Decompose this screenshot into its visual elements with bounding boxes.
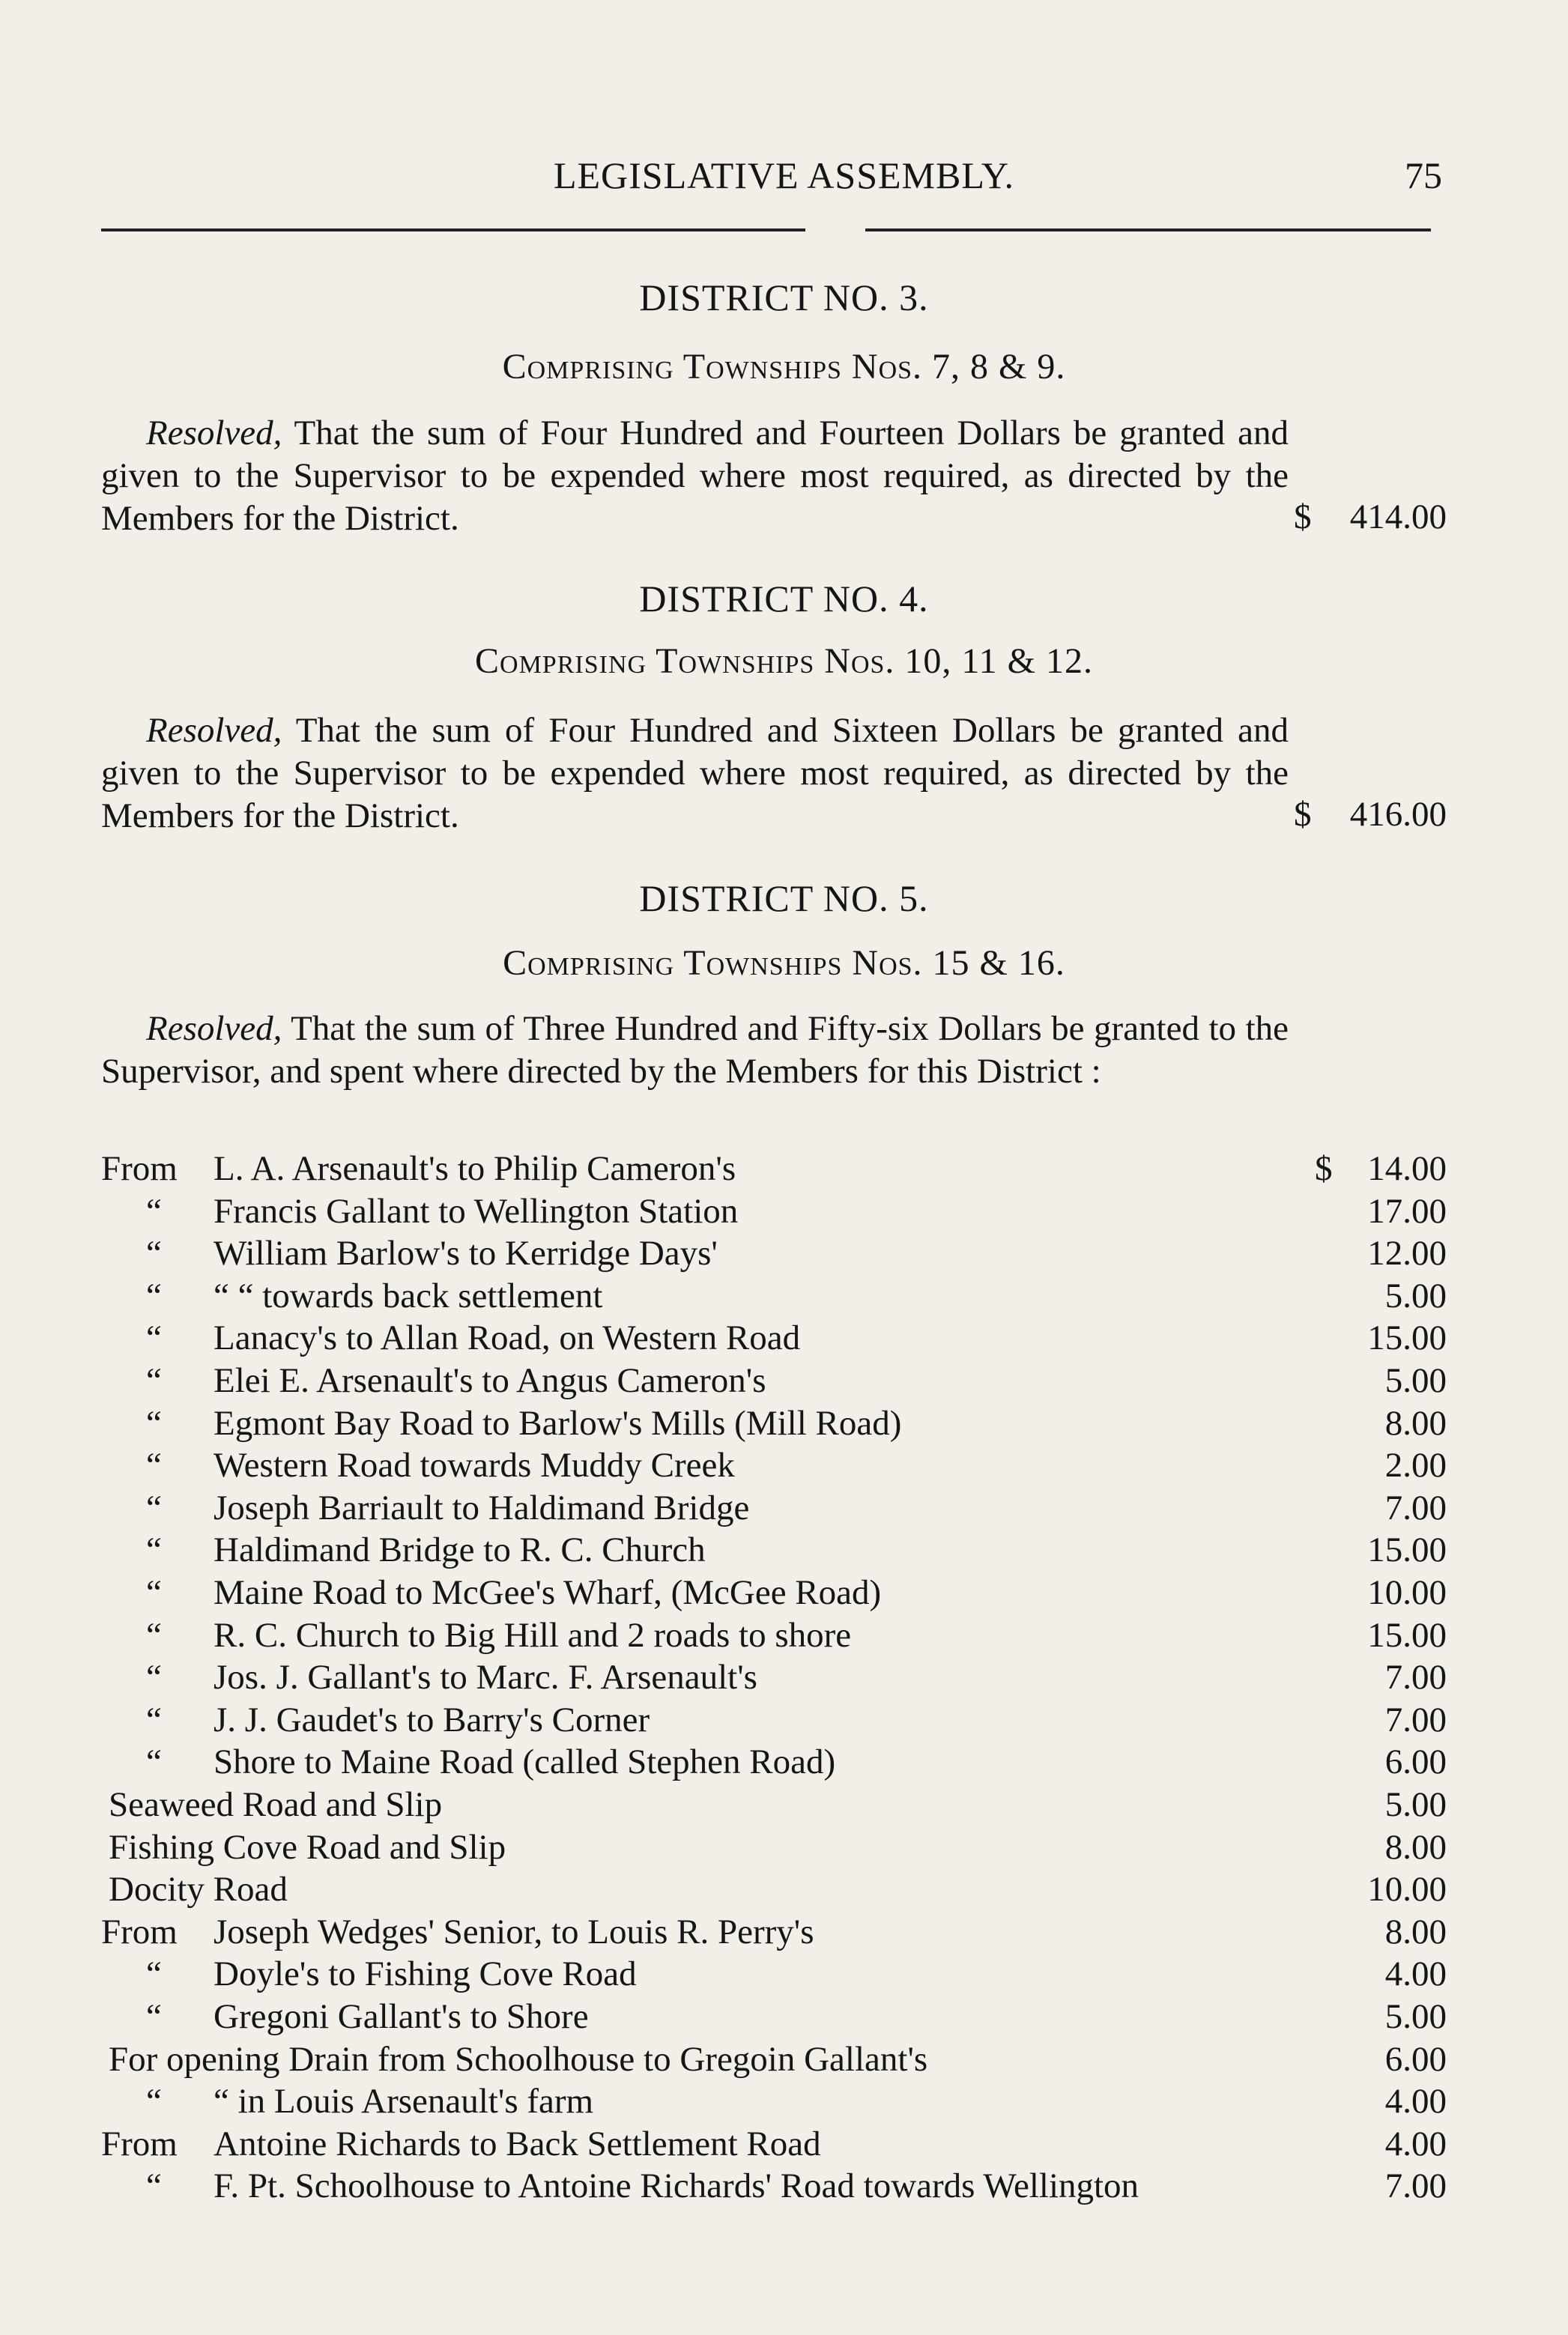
ditto-mark: “ (146, 1954, 162, 1993)
expenditure-amount: 8.00 (1384, 1912, 1447, 1951)
page-number: 75 (1405, 154, 1442, 196)
district-5-heading: DISTRICT NO. 5. (639, 877, 929, 919)
expenditure-amount: 5.00 (1384, 1276, 1447, 1315)
expenditure-amount: 4.00 (1384, 2124, 1447, 2163)
ditto-mark: “ (146, 1616, 162, 1655)
expenditure-description: Doyle's to Fishing Cove Road (214, 1954, 637, 1993)
ditto-mark: “ (146, 2082, 162, 2121)
resolved-lead: Resolved, (146, 711, 282, 750)
ditto-mark: “ (146, 1530, 162, 1569)
header-rule-right (865, 228, 1431, 231)
expenditure-row (0, 1827, 1568, 1869)
expenditure-amount: 4.00 (1384, 1954, 1447, 1993)
expenditure-row (0, 1912, 1568, 1954)
ditto-mark: “ (146, 1700, 162, 1739)
expenditure-description: Francis Gallant to Wellington Station (214, 1192, 739, 1231)
expenditure-description: J. J. Gaudet's to Barry's Corner (214, 1700, 650, 1739)
expenditure-row (0, 1488, 1568, 1530)
resolution-text: That the sum of Four Hundred and Sixteen Dollars be granted and given to the Supervisor to be expended where most required, as directed by the Members for the District. (101, 711, 1289, 835)
ditto-mark: “ (146, 1276, 162, 1315)
expenditure-description: R. C. Church to Big Hill and 2 roads to shore (214, 1616, 852, 1655)
expenditure-description: Joseph Wedges' Senior, to Louis R. Perry's (214, 1912, 814, 1951)
expenditure-amount: 10.00 (1367, 1870, 1447, 1909)
dollar-sign: $ (1315, 1149, 1333, 1188)
expenditure-amount: 15.00 (1367, 1318, 1447, 1357)
expenditure-description: Jos. J. Gallant's to Marc. F. Arsenault's (214, 1658, 757, 1697)
expenditure-row (0, 1954, 1568, 1996)
ditto-mark: “ (146, 1404, 162, 1443)
expenditure-row (0, 1996, 1568, 2038)
expenditure-amount: 6.00 (1384, 2040, 1447, 2079)
expenditure-amount: 6.00 (1384, 1742, 1447, 1781)
expenditure-row (0, 1742, 1568, 1784)
district-3-dollar-sign: $ (1294, 497, 1312, 536)
district-3-subheading: Comprising Townships Nos. 7, 8 & 9. (502, 347, 1066, 387)
expenditure-amount: 7.00 (1384, 1658, 1447, 1697)
expenditure-description: Antoine Richards to Back Settlement Road (214, 2124, 821, 2163)
expenditure-description: Lanacy's to Allan Road, on Western Road (214, 1318, 801, 1357)
expenditure-description: Seaweed Road and Slip (109, 1785, 443, 1824)
expenditure-row (0, 1445, 1568, 1487)
ditto-mark: “ (146, 1742, 162, 1781)
expenditure-description: Gregoni Gallant's to Shore (214, 1997, 589, 2036)
expenditure-row (0, 1572, 1568, 1614)
expenditure-amount: 15.00 (1367, 1530, 1447, 1569)
expenditure-description: Egmont Bay Road to Barlow's Mills (Mill Road) (214, 1404, 902, 1443)
resolution-text: That the sum of Three Hundred and Fifty-six Dollars be granted to the Supervisor, and spent where directed by the Members for this District : (101, 1009, 1289, 1091)
expenditure-description: William Barlow's to Kerridge Days' (214, 1234, 718, 1273)
ditto-mark: “ (146, 1446, 162, 1485)
ditto-mark: “ (146, 1234, 162, 1273)
expenditure-description: Shore to Maine Road (called Stephen Road) (214, 1742, 836, 1781)
expenditure-row (0, 2166, 1568, 2208)
resolved-lead: Resolved, (146, 1009, 282, 1048)
expenditure-amount: 10.00 (1367, 1573, 1447, 1612)
ditto-mark: “ (146, 1318, 162, 1357)
expenditure-amount: 2.00 (1384, 1446, 1447, 1485)
ditto-mark: “ (146, 1192, 162, 1231)
district-4-dollar-sign: $ (1294, 795, 1312, 834)
expenditure-amount: 4.00 (1384, 2082, 1447, 2121)
expenditure-amount: 14.00 (1367, 1149, 1447, 1188)
expenditure-row (0, 2039, 1568, 2081)
expenditure-description: Elei E. Arsenault's to Angus Cameron's (214, 1361, 766, 1400)
expenditure-amount: 5.00 (1384, 1361, 1447, 1400)
ditto-mark: “ (146, 1997, 162, 2036)
expenditure-amount: 7.00 (1384, 1700, 1447, 1739)
ditto-mark: “ (146, 1361, 162, 1400)
expenditure-amount: 5.00 (1384, 1785, 1447, 1824)
district-4-resolution (101, 709, 1289, 838)
district-3-resolution (101, 412, 1289, 540)
expenditure-description: Haldimand Bridge to R. C. Church (214, 1530, 706, 1569)
header-rule-left (101, 228, 805, 231)
ditto-mark: “ (146, 1658, 162, 1697)
district-3-heading: DISTRICT NO. 3. (639, 276, 929, 318)
expenditure-amount: 5.00 (1384, 1997, 1447, 2036)
expenditure-amount: 7.00 (1384, 2166, 1447, 2205)
expenditure-row (0, 1869, 1568, 1911)
district-4-heading: DISTRICT NO. 4. (639, 578, 929, 620)
expenditure-row (0, 1403, 1568, 1445)
ditto-mark: “ (146, 1573, 162, 1612)
resolved-lead: Resolved, (146, 414, 282, 452)
expenditure-row (0, 1700, 1568, 1742)
expenditure-description: Joseph Barriault to Haldimand Bridge (214, 1488, 750, 1527)
ditto-mark: “ (146, 2166, 162, 2205)
district-5-subheading: Comprising Townships Nos. 15 & 16. (503, 943, 1065, 983)
expenditure-prefix: From (101, 1912, 178, 1951)
expenditure-row (0, 1360, 1568, 1402)
expenditure-description: F. Pt. Schoolhouse to Antoine Richards' Road towards Wellington (214, 2166, 1139, 2205)
expenditure-amount: 12.00 (1367, 1234, 1447, 1273)
district-5-resolution (101, 1008, 1289, 1093)
running-title: LEGISLATIVE ASSEMBLY. (553, 154, 1015, 196)
expenditure-description: “ “ towards back settlement (214, 1276, 603, 1315)
expenditure-row (0, 1657, 1568, 1699)
expenditure-row (0, 1784, 1568, 1826)
expenditure-description: Western Road towards Muddy Creek (214, 1446, 735, 1485)
expenditure-description: “ in Louis Arsenault's farm (214, 2082, 594, 2121)
expenditure-amount: 7.00 (1384, 1488, 1447, 1527)
expenditure-amount: 8.00 (1384, 1828, 1447, 1867)
expenditure-description: For opening Drain from Schoolhouse to Gregoin Gallant's (109, 2040, 928, 2079)
expenditure-amount: 8.00 (1384, 1404, 1447, 1443)
expenditure-row (0, 1148, 1568, 1190)
expenditure-amount: 15.00 (1367, 1616, 1447, 1655)
district-3-amount: 414.00 (1349, 497, 1447, 536)
expenditure-description: Maine Road to McGee's Wharf, (McGee Road) (214, 1573, 882, 1612)
expenditure-row (0, 1615, 1568, 1657)
expenditure-description: L. A. Arsenault's to Philip Cameron's (214, 1149, 736, 1188)
expenditure-amount: 17.00 (1367, 1192, 1447, 1231)
resolution-text: That the sum of Four Hundred and Fourteen Dollars be granted and given to the Supervisor to be expended where most required, as directed by the Members for the District. (101, 414, 1289, 538)
expenditure-row (0, 1530, 1568, 1572)
ditto-mark: “ (146, 1488, 162, 1527)
expenditure-row (0, 1233, 1568, 1275)
district-4-amount: 416.00 (1349, 795, 1447, 834)
expenditure-row (0, 1191, 1568, 1233)
district-4-subheading: Comprising Townships Nos. 10, 11 & 12. (475, 641, 1093, 681)
expenditure-row (0, 2081, 1568, 2123)
expenditure-row (0, 1318, 1568, 1360)
expenditure-description: Fishing Cove Road and Slip (109, 1828, 506, 1867)
expenditure-description: Docity Road (109, 1870, 288, 1909)
expenditure-row (0, 2124, 1568, 2166)
expenditure-row (0, 1276, 1568, 1318)
expenditure-prefix: From (101, 1149, 178, 1188)
expenditure-prefix: From (101, 2124, 178, 2163)
